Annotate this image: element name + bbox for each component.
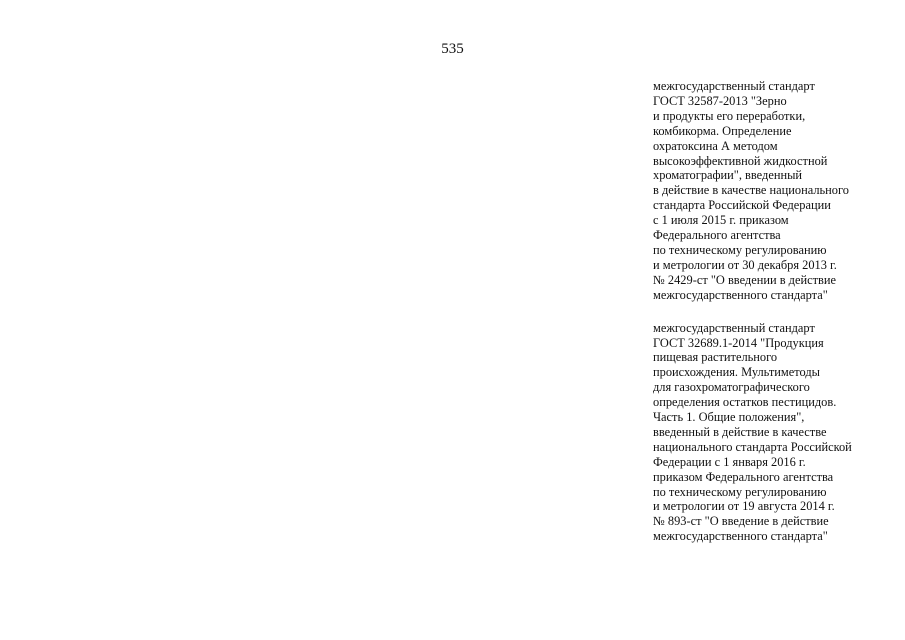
text-line: межгосударственный стандарт (653, 79, 815, 93)
document-text-column (653, 79, 898, 544)
text-line: № 893-ст "О введение в действие (653, 514, 829, 529)
text-line: Часть 1. Общие положения", (653, 410, 805, 425)
text-line: и метрологии от 19 августа 2014 г. (653, 499, 835, 514)
text-line: межгосударственного стандарта" (653, 529, 828, 544)
text-line: стандарта Российской Федерации (653, 198, 831, 213)
text-line: комбикорма. Определение (653, 123, 792, 138)
text-line: введенный в действие в качестве (653, 424, 827, 439)
text-line: пищевая растительного (653, 350, 778, 365)
text-line: в действие в качестве национального (653, 183, 849, 198)
page-number: 535 (441, 41, 464, 57)
text-line: ГОСТ 32587-2013 "Зерно (653, 93, 787, 108)
text-line: определения остатков пестицидов. (653, 395, 837, 410)
text-line: и метрологии от 30 декабря 2013 г. (653, 257, 837, 272)
text-line: национального стандарта Российской (653, 439, 852, 454)
text-line: и продукты его переработки, (653, 108, 806, 123)
standard-entry-gost-32689-1-2014 (653, 321, 898, 545)
text-line: межгосударственный стандарт (653, 320, 815, 335)
text-line: охратоксина А методом (653, 138, 778, 153)
standard-entry-gost-32587-2013 (653, 79, 898, 303)
text-line: Федерации с 1 января 2016 г. (653, 454, 806, 469)
text-line: для газохроматографического (653, 380, 810, 395)
text-line: по техническому регулированию (653, 484, 827, 499)
text-line: по техническому регулированию (653, 242, 827, 257)
text-line: хроматографии", введенный (653, 168, 803, 183)
text-line: с 1 июля 2015 г. приказом (653, 213, 789, 228)
text-line: № 2429-ст "О введении в действие (653, 272, 836, 287)
text-line: ГОСТ 32689.1-2014 "Продукция (653, 335, 824, 350)
text-line: межгосударственного стандарта" (653, 287, 828, 302)
text-line: Федерального агентства (653, 228, 781, 243)
text-line: происхождения. Мультиметоды (653, 365, 820, 380)
text-line: высокоэффективной жидкостной (653, 153, 828, 168)
text-line: приказом Федерального агентства (653, 469, 834, 484)
